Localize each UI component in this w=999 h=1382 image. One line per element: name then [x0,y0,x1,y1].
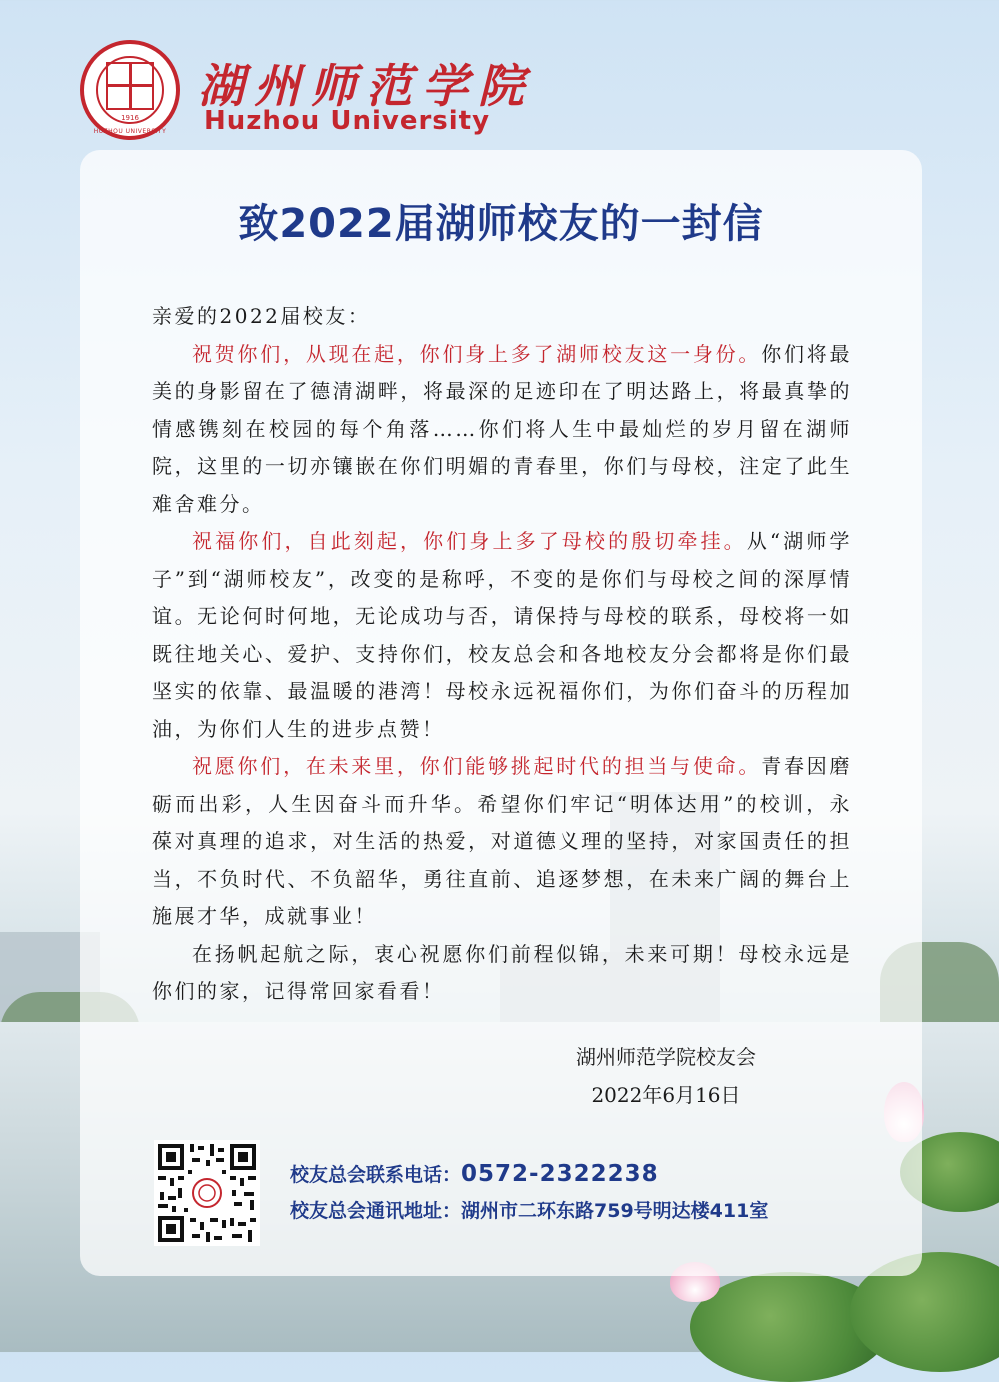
paragraph-highlight: 祝愿你们，在未来里，你们能够挑起时代的担当与使命。 [192,754,762,778]
university-header [80,40,580,140]
signature: 湖州师范学院校友会 [576,1045,756,1069]
paragraph-text: 你们将最美的身影留在了德清湖畔，将最深的足迹印在了明达路上，将最真挚的情感镌刻在校园的每个角落……你们将人生中最灿烂的岁月留在湖师院，这里的一切亦镶嵌在你们明媚的青春里，你们与母校，注定了此生难舍难分。 [152,341,853,516]
letter-paragraph [152,748,852,936]
paragraph-text: 在扬帆起航之际，衷心祝愿你们前程似锦，未来可期！母校永远是你们的家，记得常回家看看！ [152,941,852,1003]
letter-paragraph [152,336,852,524]
address-line [290,1193,768,1229]
phone-label: 校友总会联系电话： [290,1164,462,1186]
letter-body [152,298,852,1011]
letter-paragraph [152,936,852,1011]
letter-paragraph [152,523,852,748]
contact-info [290,1156,768,1229]
paragraph-text: 青春因磨砺而出彩，人生因奋斗而升华。希望你们牢记“明体达用”的校训，永葆对真理的追求，对生活的热爱，对道德义理的坚持，对家国责任的担当，不负时代、不负韶华，勇往直前、追逐梦想，在未来广阔的舞台上施展才华，成就事业！ [152,754,853,928]
letter-date: 2022年6月16日 [591,1083,741,1107]
paragraph-highlight: 祝福你们，自此刻起，你们身上多了母校的殷切牵挂。 [192,529,747,553]
university-seal-logo: 1916 HUZHOU UNIVERSITY [80,40,180,140]
paragraph-highlight: 祝贺你们，从现在起，你们身上多了湖师校友这一身份。 [192,341,762,366]
letter-title: 致2022届湖师校友的一封信 [238,201,764,247]
phone-line [290,1156,768,1193]
address-label: 校友总会通讯地址： [290,1200,462,1222]
salutation: 亲爱的2022届校友： [152,304,371,328]
university-name-cn: 湖州师范学院 [198,59,534,113]
paragraph-text: 从“湖师学子”到“湖师校友”，改变的是称呼，不变的是你们与母校之间的深厚情谊。无论何时何地，无论成功与否，请保持与母校的联系，母校将一如既往地关心、爱护、支持你们，校友总会和各地校友分会都将是你们最坚实的依靠、最温暖的港湾！母校永远祝福你们，为你们奋斗的历程加油，为你们人生的进步点赞！ [152,529,853,741]
qr-code [154,1140,260,1246]
address-text: 湖州市二环东路759号明达楼411室 [461,1200,769,1222]
university-name-en: Huzhou University [204,106,491,136]
letter-card [80,150,922,1276]
phone-number[interactable]: 0572-2322238 [461,1161,659,1187]
signature-block [556,1038,776,1114]
